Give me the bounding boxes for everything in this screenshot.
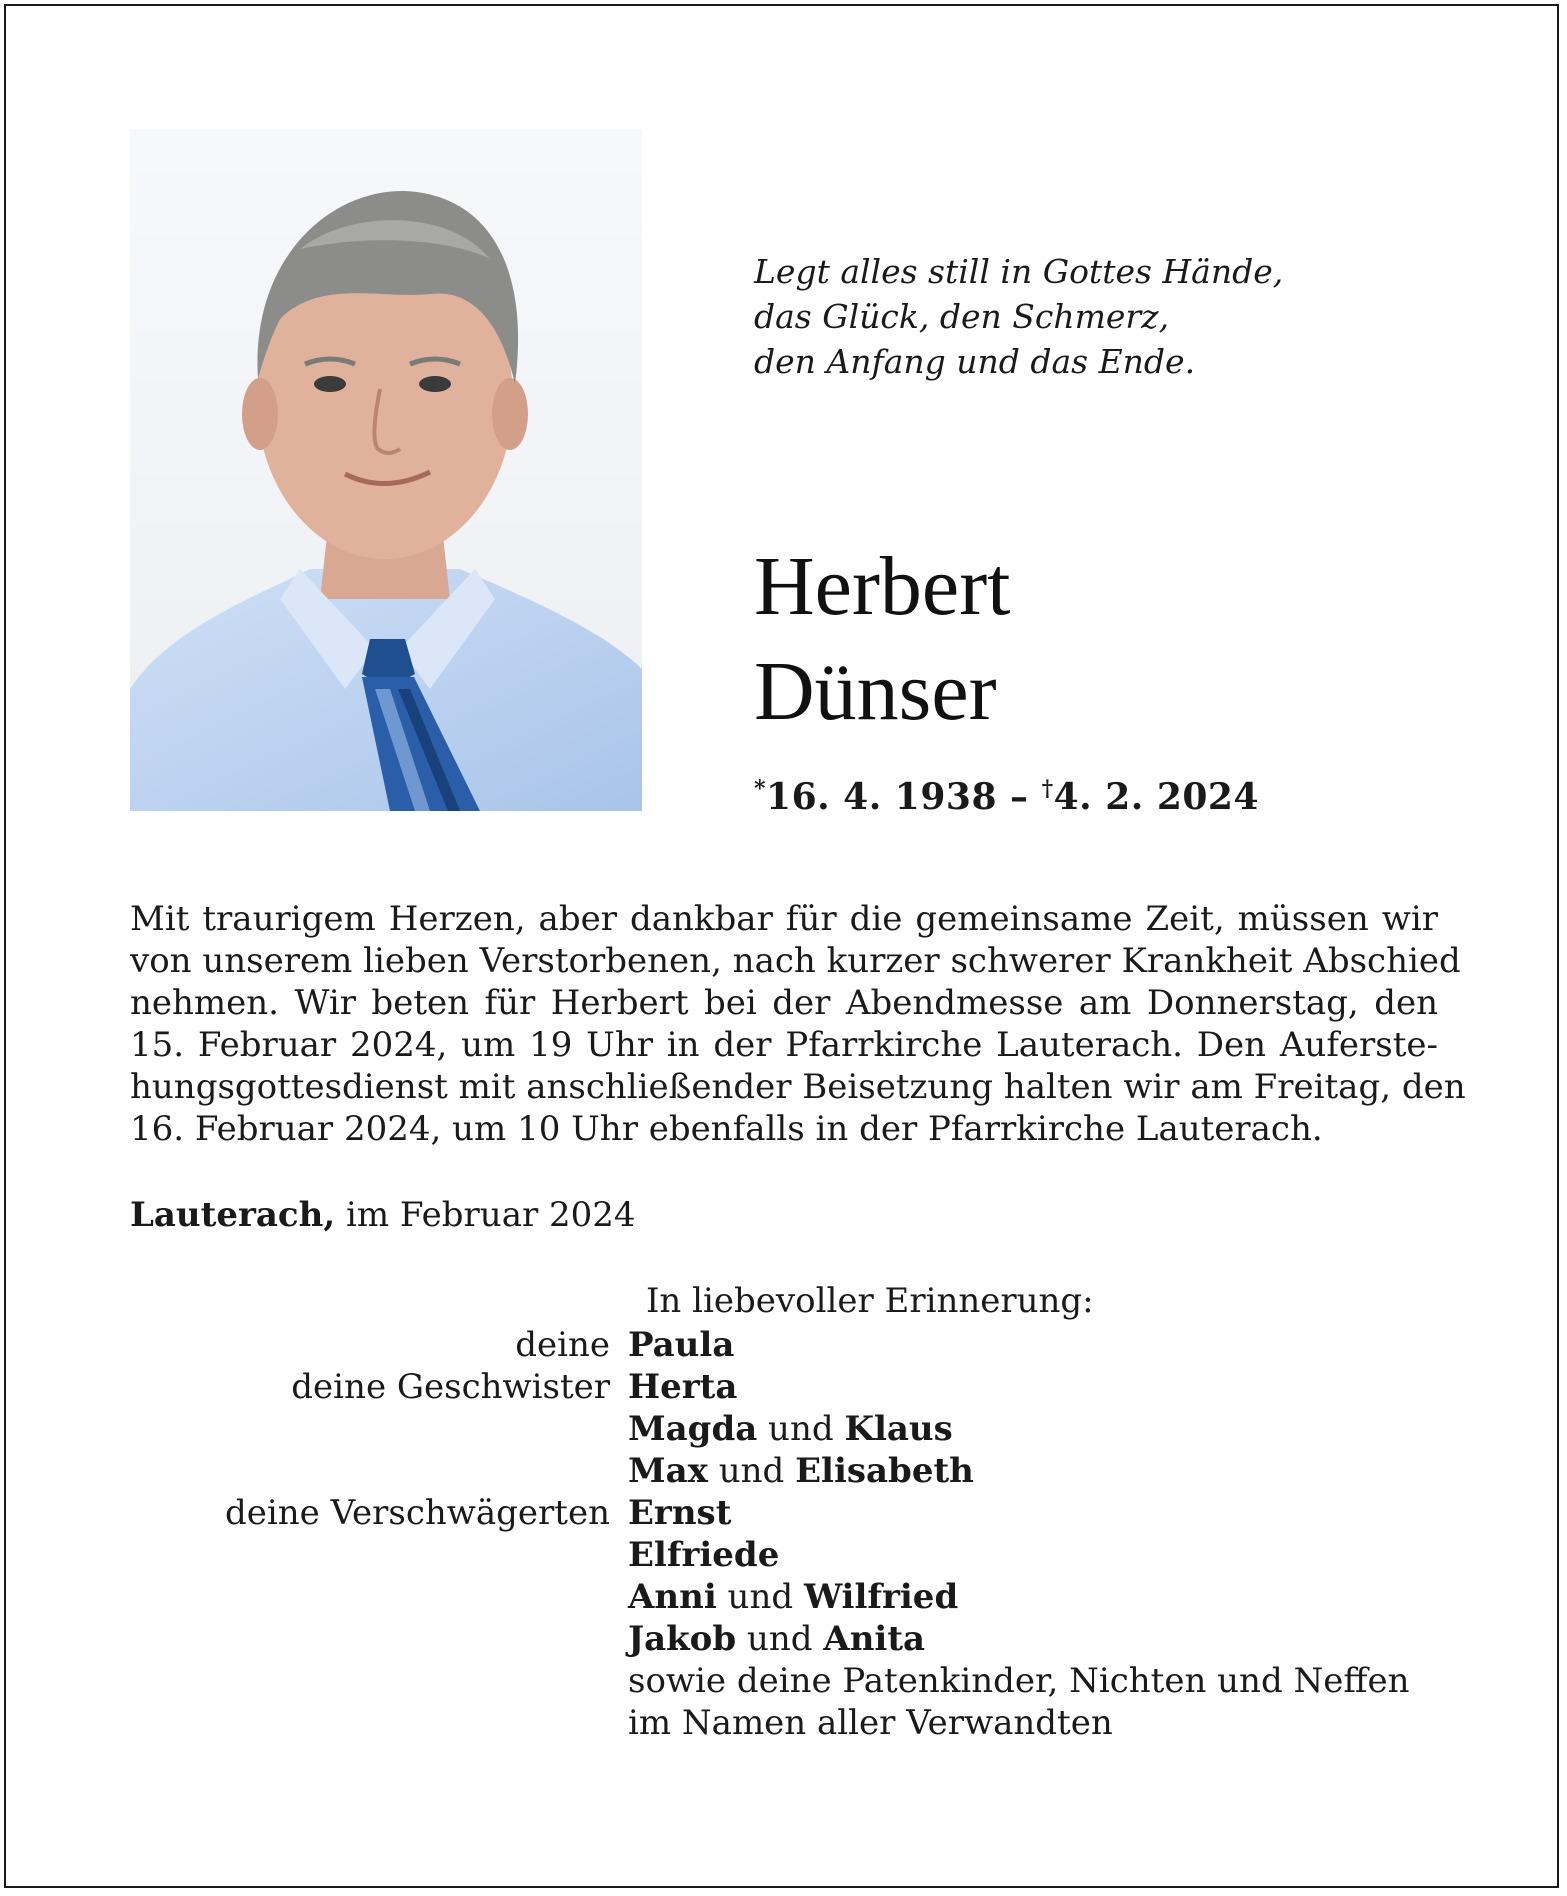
- mourner-row: [130, 1576, 1438, 1618]
- relation: [130, 1534, 628, 1576]
- last-name: Dünser: [754, 645, 997, 738]
- relation: deine Geschwister: [291, 1367, 610, 1407]
- mourner-name: Wilfried: [803, 1577, 959, 1617]
- text-line: hungsgottesdienst mit anschließender Beisetzung halten wir am Freitag, den: [130, 1067, 1466, 1107]
- mourner-name: Herta: [628, 1367, 738, 1407]
- mourner-name: Anni: [628, 1577, 717, 1617]
- verse-line: das Glück, den Schmerz,: [754, 297, 1170, 336]
- conjunction: und: [736, 1619, 824, 1659]
- mourner-row: [130, 1408, 1438, 1450]
- deceased-name: [754, 534, 1011, 744]
- mourner-row: [130, 1324, 1438, 1366]
- mourner-names: [628, 1492, 1438, 1534]
- verse: [754, 249, 1283, 384]
- text-line: Mit traurigem Herzen, aber dankbar für die gemeinsame Zeit, müssen wir: [130, 899, 1438, 939]
- closing-line: im Namen aller Verwandten: [628, 1703, 1113, 1743]
- mourner-names: [628, 1324, 1438, 1366]
- relation: [130, 1408, 628, 1450]
- mourner-row: [130, 1618, 1438, 1660]
- mourner-row: [130, 1366, 1438, 1408]
- memory-heading: In liebevoller Erinnerung:: [646, 1281, 1094, 1321]
- death-date: 4. 2. 2024: [1053, 776, 1260, 818]
- relation: [130, 1618, 628, 1660]
- mourner-names: [628, 1450, 1438, 1492]
- mourner-names: [628, 1618, 1438, 1660]
- conjunction: und: [716, 1577, 804, 1617]
- mourner-name: Paula: [628, 1325, 735, 1365]
- date-text: im Februar 2024: [335, 1195, 636, 1235]
- death-symbol: †: [1041, 776, 1054, 802]
- portrait-photo: [130, 129, 642, 811]
- mourner-name: Anita: [823, 1619, 926, 1659]
- first-name: Herbert: [754, 540, 1011, 633]
- mourner-row: [130, 1492, 1438, 1534]
- mourner-name: Ernst: [628, 1493, 732, 1533]
- mourner-names: [628, 1366, 1438, 1408]
- birth-date: 16. 4. 1938: [766, 776, 997, 818]
- text-line: von unserem lieben Verstorbenen, nach kurzer schwerer Krankheit Abschied: [130, 941, 1461, 981]
- mourner-row: [130, 1534, 1438, 1576]
- text-line: nehmen. Wir beten für Herbert bei der Abendmesse am Donnerstag, den: [130, 983, 1438, 1023]
- relation-empty: [130, 1702, 628, 1744]
- mourner-row: [130, 1450, 1438, 1492]
- place-date: [130, 1195, 636, 1235]
- mourner-name: Max: [628, 1451, 708, 1491]
- mourner-name: Klaus: [844, 1409, 953, 1449]
- relation: [130, 1576, 628, 1618]
- relation-empty: [130, 1660, 628, 1702]
- announcement-text: [130, 898, 1466, 1150]
- relation: deine: [515, 1325, 610, 1365]
- mourner-names: [628, 1534, 1438, 1576]
- mourner-names: [628, 1576, 1438, 1618]
- relation: deine Verschwägerten: [225, 1493, 610, 1533]
- town: Lauterach,: [130, 1195, 336, 1235]
- text-line: 16. Februar 2024, um 10 Uhr ebenfalls in der Pfarrkirche Lauterach.: [130, 1109, 1323, 1149]
- text-line: 15. Februar 2024, um 19 Uhr in der Pfarrkirche Lauterach. Den Auferste-: [130, 1025, 1438, 1065]
- mourner-name: Elisabeth: [795, 1451, 974, 1491]
- verse-line: den Anfang und das Ende.: [754, 342, 1196, 381]
- conjunction: und: [757, 1409, 845, 1449]
- mourner-name: Jakob: [628, 1619, 737, 1659]
- verse-line: Legt alles still in Gottes Hände,: [754, 252, 1284, 291]
- relation: [130, 1450, 628, 1492]
- date-separator: –: [997, 776, 1042, 818]
- birth-symbol: *: [754, 776, 767, 802]
- life-dates: [754, 776, 1259, 818]
- mourner-name: Elfriede: [628, 1535, 780, 1575]
- closing-line: sowie deine Patenkinder, Nichten und Neffen: [628, 1661, 1410, 1701]
- closing-row: [130, 1702, 1438, 1744]
- mourner-names: [628, 1408, 1438, 1450]
- conjunction: und: [707, 1451, 796, 1491]
- closing-row: [130, 1660, 1438, 1702]
- mourners-list: [130, 1324, 1438, 1744]
- mourner-name: Magda: [628, 1409, 758, 1449]
